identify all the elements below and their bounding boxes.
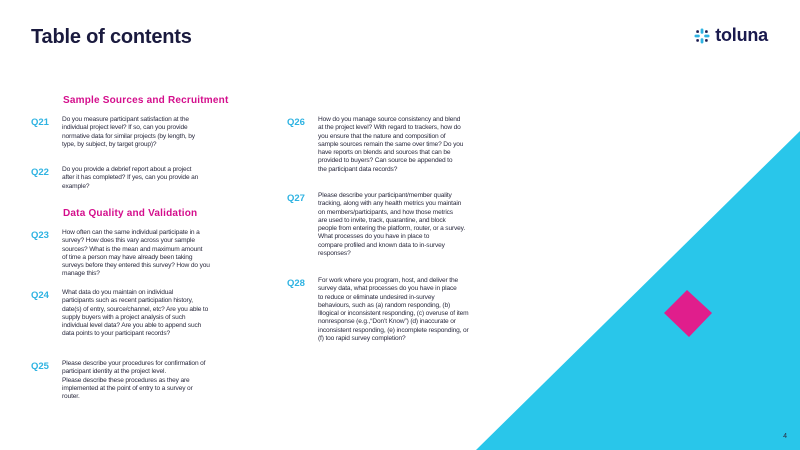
question-text: Please describe your participant/member quality tracking, along with any health metrics you maintain on members/participants, and how those metrics are used to invite, track, quarantine, and block people from entering the platform, router, or a survey. What processes do you have in place to compare profiled and known data to in-survey responses? xyxy=(318,192,466,258)
question-text: How often can the same individual participate in a survey? How does this vary across your sample sources? What is the mean and maximum amount of time a person may have already been taking surveys before they entered this survey? How do you manage this? xyxy=(62,229,210,278)
page-title: Table of contents xyxy=(31,26,192,48)
page-number: 4 xyxy=(783,433,787,440)
question-text: How do you manage source consistency and blend at the project level? With regard to trackers, how do you ensure that the nature and composition of sample sources remain the same over time? Do you have reports on blends and sources that can be provided to buyers? Can source be appended to the participant data records? xyxy=(318,116,464,173)
question-text: Do you measure participant satisfaction at the individual project level? If so, can you provide normative data for similar projects (by length, by type, by subject, by target group)? xyxy=(62,116,195,148)
toluna-snowflake-icon xyxy=(694,28,710,44)
question-number: Q24 xyxy=(31,290,49,301)
question-number: Q28 xyxy=(287,278,305,289)
question-text: Do you provide a debrief report about a project after it has completed? If yes, can you provide an example? xyxy=(62,166,199,190)
brand-name: toluna xyxy=(715,25,768,45)
question-text: Please describe your procedures for confirmation of participant identity at the project level. Please describe these procedures as they are implemented at the point of entry to a survey or router. xyxy=(62,360,206,401)
toluna-logo xyxy=(694,25,768,46)
question-text: What data do you maintain on individual participants such as recent participation history, date(s) of entry, source/channel, etc? Are you able to supply buyers with a project analysis of such individual level data? Are you able to append such data points to your participant records? xyxy=(62,289,209,338)
question-number: Q26 xyxy=(287,117,305,128)
question-number: Q21 xyxy=(31,117,49,128)
question-number: Q25 xyxy=(31,361,49,372)
section-heading-sample-sources: Sample Sources and Recruitment xyxy=(63,95,229,106)
question-text: For work where you program, host, and deliver the survey data, what processes do you have in place to reduce or eliminate undesired in-survey behaviours, such as (a) random responding, (b) Illogical or inconsistent responding, (c) overuse of item nonresponse (e.g.,“Don’t Know”) (d) inaccurate or inconsistent responding, (e) incomplete responding, or (f) too rapid survey completion? xyxy=(318,277,469,343)
question-number: Q22 xyxy=(31,167,49,178)
cyan-triangle-shape xyxy=(476,131,800,450)
question-number: Q23 xyxy=(31,230,49,241)
section-heading-data-quality: Data Quality and Validation xyxy=(63,208,198,219)
question-number: Q27 xyxy=(287,193,305,204)
